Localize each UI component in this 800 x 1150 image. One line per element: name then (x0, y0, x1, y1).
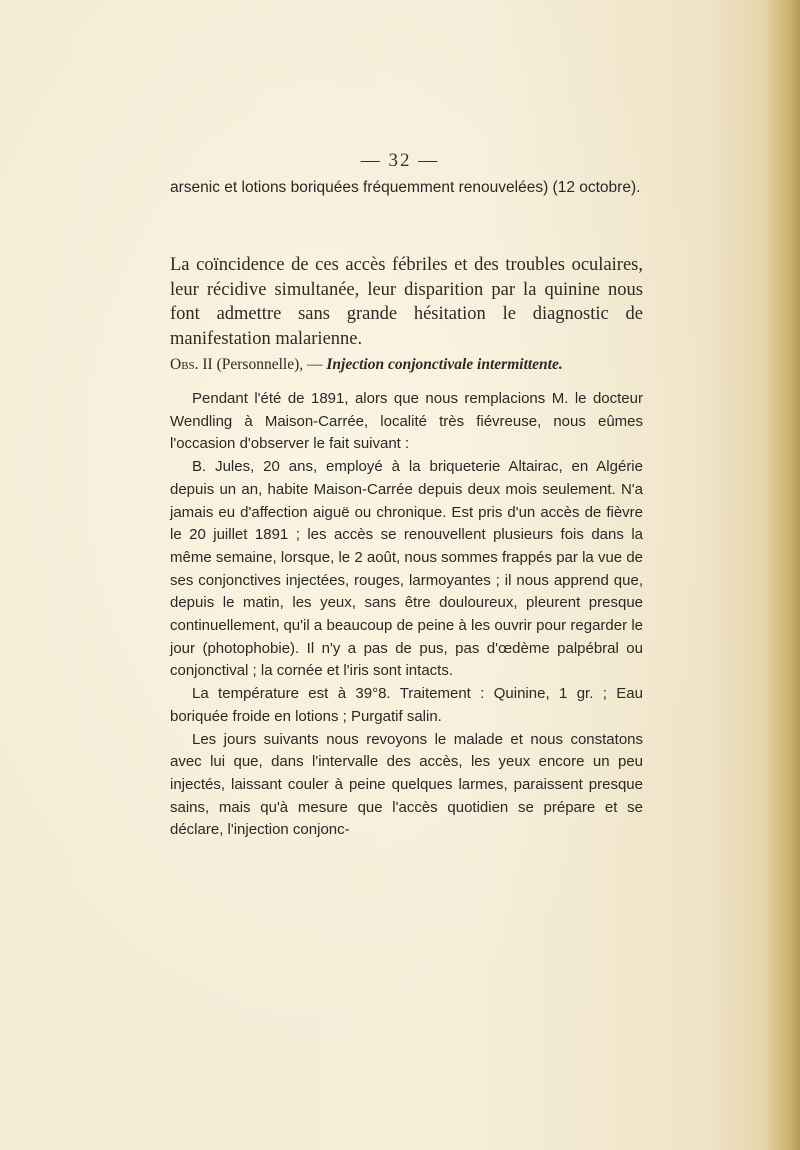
paragraph-case: B. Jules, 20 ans, employé à la briqueterie Altairac, en Algérie depuis un an, habite Maison-Carrée depuis deux mois seulement. N'a jamais eu d'affection aiguë ou chronique. Est pris d'un accès de fièvre le 20 juillet 1891 ; les accès se renouvellent plusieurs fois dans la même semaine, lorsque, le 2 août, nous sommes frappés par la vue de ses conjonctives injectées, rouges, larmoyantes ; il nous apprend que, depuis le matin, les yeux, sans être douloureux, pleurent presque continuellement, qu'il a beaucoup de peine à les ouvrir pour regarder le jour (photophobie). Il n'y a pas de pus, pas d'œdème palpébral ou conjonctival ; la cornée et l'iris sont intacts. (170, 458, 643, 680)
observation-heading (170, 356, 650, 374)
top-paragraph: arsenic et lotions boriquées fréquemment renouvelées) (12 octobre). (170, 179, 641, 196)
observation-body (170, 388, 643, 842)
paragraph-treatment: La température est à 39°8. Traitement : Quinine, 1 gr. ; Eau boriquée froide en lotions ; Purgatif salin. (170, 685, 643, 725)
paragraph-followup: Les jours suivants nous revoyons le malade et nous constatons avec lui que, dans l'intervalle des accès, les yeux encore un peu injectés, laissant couler à peine quelques larmes, paraissent presque sains, mais qu'à mesure que l'accès quotidien se prépare et se déclare, l'injection conjonc- (170, 730, 643, 839)
observation-label: Obs. II (170, 356, 213, 373)
observation-source: (Personnelle), (216, 356, 304, 373)
paragraph-intro: Pendant l'été de 1891, alors que nous remplacions M. le docteur Wendling à Maison-Carrée, localité très fiévreuse, nous eûmes l'occasion d'observer le fait suivant : (170, 390, 643, 453)
conclusion-paragraph: La coïncidence de ces accès fébriles et des troubles oculaires, leur récidive simultanée, leur disparition par la quinine nous font admettre sans grande hésitation le diagnostic de manifestation malarienne. (170, 255, 643, 349)
page-number: — 32 — (360, 150, 440, 171)
page-edge-shadow (764, 0, 800, 1150)
observation-title: Injection conjonctivale intermittente. (326, 356, 563, 373)
observation-dash: — (303, 356, 327, 373)
